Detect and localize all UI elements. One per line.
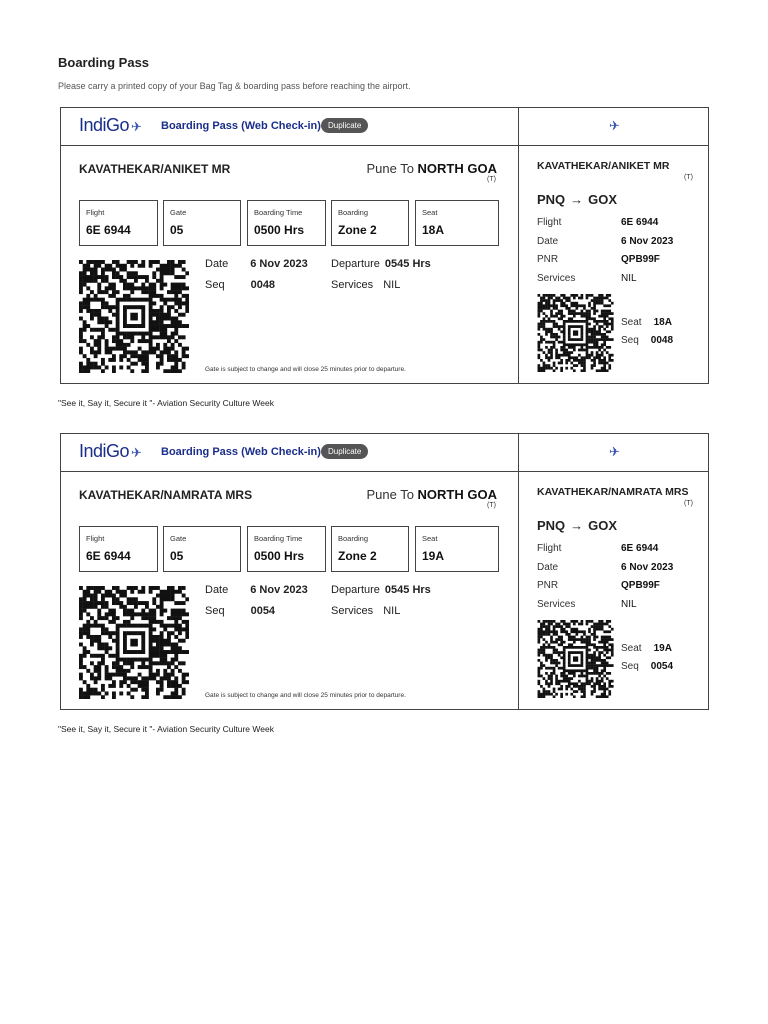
seq-info: Seq 0054 — [205, 605, 276, 617]
stub-seq: Seq 0048 — [621, 335, 674, 346]
boarding-pass — [60, 107, 709, 384]
boarding-zone-box: Boarding Zone 2 — [331, 200, 409, 246]
arrow-right-icon: → — [570, 192, 584, 207]
seat-box: Seat 18A — [415, 200, 499, 246]
indigo-logo: IndiGo ✈ — [79, 441, 142, 461]
route-text: Pune To NORTH GOA — [366, 487, 497, 502]
stub-passenger-name: KAVATHEKAR/ANIKET MR — [537, 160, 670, 172]
route-text: Pune To NORTH GOA — [366, 161, 497, 176]
terminal-label: (T) — [487, 502, 496, 509]
page-subtitle: Please carry a printed copy of your Bag Tag & boarding pass before reaching the airport. — [58, 81, 411, 91]
plane-icon: ✈ — [131, 445, 142, 460]
pass-type-label: Boarding Pass (Web Check-in) — [161, 120, 321, 132]
seat-box: Seat 19A — [415, 526, 499, 572]
departure-info: Departure 0545 Hrs — [331, 258, 431, 270]
stub-flight: Flight 6E 6944 — [537, 543, 659, 554]
terminal-label: (T) — [487, 176, 496, 183]
seq-info: Seq 0048 — [205, 279, 276, 291]
stub-seat: Seat 18A — [621, 317, 672, 328]
plane-icon: ✈ — [131, 119, 142, 134]
stub-terminal: (T) — [684, 174, 693, 181]
pass-type-label: Boarding Pass (Web Check-in) — [161, 446, 321, 458]
date-info: Date 6 Nov 2023 — [205, 584, 308, 596]
stub-date: Date 6 Nov 2023 — [537, 562, 674, 573]
stub-date: Date 6 Nov 2023 — [537, 236, 674, 247]
stub-flight: Flight 6E 6944 — [537, 217, 659, 228]
boarding-time-box: Boarding Time 0500 Hrs — [247, 200, 326, 246]
stub-barcode — [537, 294, 614, 372]
departure-info: Departure 0545 Hrs — [331, 584, 431, 596]
passenger-name: KAVATHEKAR/NAMRATA MRS — [79, 488, 253, 502]
security-tagline: "See it, Say it, Secure it "- Aviation Security Culture Week — [58, 724, 274, 734]
boarding-pass — [60, 433, 709, 710]
boarding-zone-box: Boarding Zone 2 — [331, 526, 409, 572]
duplicate-badge: Duplicate — [321, 444, 368, 459]
stub-seq: Seq 0054 — [621, 661, 674, 672]
page-title: Boarding Pass — [58, 55, 150, 70]
stub-divider — [518, 108, 519, 383]
stub-terminal: (T) — [684, 500, 693, 507]
arrow-right-icon: → — [570, 518, 584, 533]
passenger-name: KAVATHEKAR/ANIKET MR — [79, 162, 231, 176]
flight-box: Flight 6E 6944 — [79, 200, 158, 246]
plane-icon: ✈ — [609, 444, 620, 459]
stub-pnr: PNR QPB99F — [537, 254, 660, 265]
security-tagline: "See it, Say it, Secure it "- Aviation Security Culture Week — [58, 398, 274, 408]
barcode — [79, 586, 189, 699]
stub-passenger-name: KAVATHEKAR/NAMRATA MRS — [537, 486, 689, 498]
stub-services: Services NIL — [537, 273, 637, 284]
stub-services: Services NIL — [537, 599, 637, 610]
services-info: Services NIL — [331, 605, 401, 617]
flight-box: Flight 6E 6944 — [79, 526, 158, 572]
stub-pnr: PNR QPB99F — [537, 580, 660, 591]
boarding-time-box: Boarding Time 0500 Hrs — [247, 526, 326, 572]
stub-route: PNQ → GOX — [537, 518, 618, 533]
duplicate-badge: Duplicate — [321, 118, 368, 133]
gate-note: Gate is subject to change and will close 25 minutes prior to departure. — [205, 692, 406, 699]
gate-box: Gate 05 — [163, 526, 241, 572]
stub-barcode — [537, 620, 614, 698]
services-info: Services NIL — [331, 279, 401, 291]
gate-note: Gate is subject to change and will close 25 minutes prior to departure. — [205, 366, 406, 373]
plane-icon: ✈ — [609, 118, 620, 133]
gate-box: Gate 05 — [163, 200, 241, 246]
stub-route: PNQ → GOX — [537, 192, 618, 207]
indigo-logo: IndiGo ✈ — [79, 115, 142, 135]
barcode — [79, 260, 189, 373]
date-info: Date 6 Nov 2023 — [205, 258, 308, 270]
stub-seat: Seat 19A — [621, 643, 672, 654]
stub-divider — [518, 434, 519, 709]
